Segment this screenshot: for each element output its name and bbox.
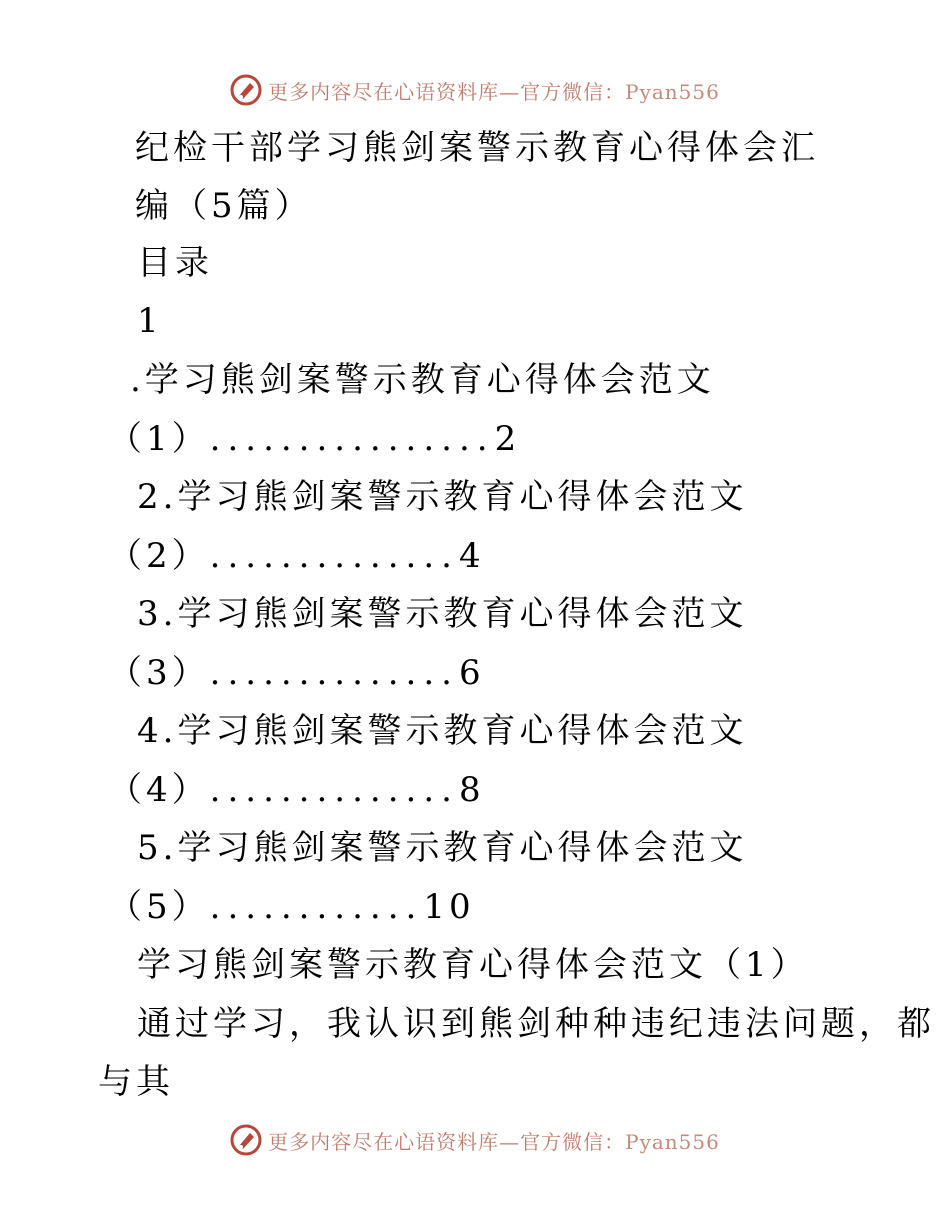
toc-item-5-leader: （5）............10 — [108, 887, 475, 927]
document-title-line1: 纪检干部学习熊剑案警示教育心得体会汇 — [135, 128, 819, 168]
toc-item-5-title: 5.学习熊剑案警示教育心得体会范文 — [137, 828, 748, 868]
pen-nib-logo-icon — [230, 74, 262, 106]
toc-item-1-leader: （1）................2 — [108, 419, 521, 459]
toc-heading: 目录 — [137, 243, 213, 283]
toc-item-1-title: .学习熊剑案警示教育心得体会范文 — [130, 360, 715, 400]
section-heading: 学习熊剑案警示教育心得体会范文（1） — [137, 945, 809, 985]
document-title-line2: 编（5篇） — [135, 186, 313, 226]
toc-item-2-leader: （2）..............4 — [108, 536, 485, 576]
toc-item-1-number: 1 — [137, 301, 163, 341]
toc-item-2-title: 2.学习熊剑案警示教育心得体会范文 — [137, 477, 748, 517]
toc-item-4-leader: （4）..............8 — [108, 770, 485, 810]
footer-banner — [0, 1120, 950, 1160]
body-text-line2: 与其 — [98, 1062, 174, 1102]
header-banner — [0, 70, 950, 110]
toc-item-3-title: 3.学习熊剑案警示教育心得体会范文 — [137, 594, 748, 634]
toc-item-4-title: 4.学习熊剑案警示教育心得体会范文 — [137, 711, 748, 751]
banner-text: 更多内容尽在心语资料库—官方微信：Pyan556 — [268, 79, 720, 104]
body-text-line1: 通过学习，我认识到熊剑种种违纪违法问题，都 — [137, 1004, 935, 1044]
banner-text: 更多内容尽在心语资料库—官方微信：Pyan556 — [268, 1129, 720, 1154]
toc-item-3-leader: （3）..............6 — [108, 653, 485, 693]
pen-nib-logo-icon — [230, 1124, 262, 1156]
